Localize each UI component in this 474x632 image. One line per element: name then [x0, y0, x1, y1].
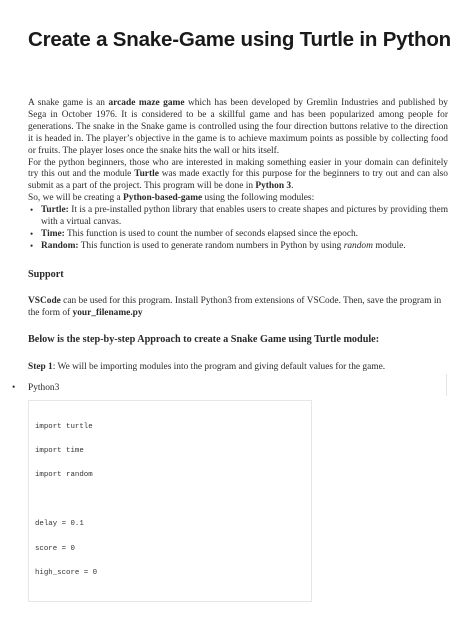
code-line: delay = 0.1	[35, 520, 84, 528]
intro-text: which has been developed by Gremlin Industries and published by Sega in October 1976. It is considered to be a skillful game and has been popularized among people for generations. The snake in the Snake game is controlled using the four direction buttons relative to the direction it is headed in. The player’s objective in the game is to achieve maximum points as possible by collecting food or fruits. The player loses once the snake hits the wall or hits itself.	[28, 98, 448, 156]
list-item	[28, 205, 448, 229]
intro-text: using the following modules:	[202, 193, 315, 204]
module-list	[28, 205, 448, 253]
step-1-text	[28, 362, 448, 374]
step-body: : We will be importing modules into the program and giving default values for the game.	[52, 362, 386, 372]
intro-paragraph-2	[28, 158, 448, 194]
list-item	[28, 229, 448, 241]
intro-bold-term: Python 3	[255, 181, 292, 192]
page-title: Create a Snake-Game using Turtle in Python	[28, 28, 451, 51]
divider	[446, 374, 447, 396]
module-name: Time:	[41, 228, 65, 239]
module-name: Random:	[41, 240, 79, 251]
bullet-icon: •	[12, 383, 16, 393]
code-block	[28, 400, 312, 602]
code-line: import random	[35, 471, 93, 479]
intro-paragraph-3	[28, 193, 448, 205]
module-desc-emphasis: random	[343, 240, 373, 251]
support-filename: your_filename.py	[72, 307, 143, 318]
support-paragraph	[28, 296, 448, 320]
language-label: Python3	[28, 383, 60, 393]
language-tab[interactable]	[12, 383, 59, 393]
step-label: Step 1	[28, 362, 53, 372]
intro-paragraph-1	[28, 98, 448, 158]
code-line: import turtle	[35, 423, 93, 431]
intro-bold-term: Python-based-game	[123, 193, 203, 204]
intro-section	[28, 98, 448, 253]
code-line: high_score = 0	[35, 569, 98, 577]
intro-text: A snake game is an	[28, 98, 109, 108]
support-heading: Support	[28, 269, 64, 280]
module-desc: module.	[372, 240, 406, 251]
module-desc: This function is used to count the number of seconds elapsed since the epoch.	[64, 228, 359, 239]
intro-text: For the python beginners, those who are interested in making something easier in your domain can definitely try this out and the module	[28, 157, 448, 180]
intro-text: was made exactly for this purpose for the beginners to try out and can also submit as a part of the project. This program will be done in	[28, 169, 448, 192]
intro-bold-term: Turtle	[134, 169, 159, 180]
module-name: Turtle:	[41, 205, 69, 216]
module-desc: This function is used to generate random numbers in Python by using	[78, 240, 344, 251]
intro-bold-term: arcade maze game	[108, 98, 185, 108]
support-body: can be used for this program. Install Python3 from extensions of VSCode. Then, save the program in the form of	[28, 296, 442, 318]
list-item	[28, 241, 448, 253]
intro-text: .	[291, 181, 294, 192]
steps-heading: Below is the step-by-step Approach to create a Snake Game using Turtle module:	[28, 334, 380, 345]
module-desc: It is a pre-installed python library that enables users to create shapes and pictures by providing them with a virtual canvas.	[41, 205, 448, 228]
support-text	[28, 296, 448, 320]
intro-text: So, we will be creating a	[28, 193, 124, 204]
code-line: score = 0	[35, 545, 75, 553]
step-1-paragraph	[28, 362, 448, 374]
code-line: import time	[35, 447, 84, 455]
support-bold-term: VSCode	[28, 296, 61, 306]
